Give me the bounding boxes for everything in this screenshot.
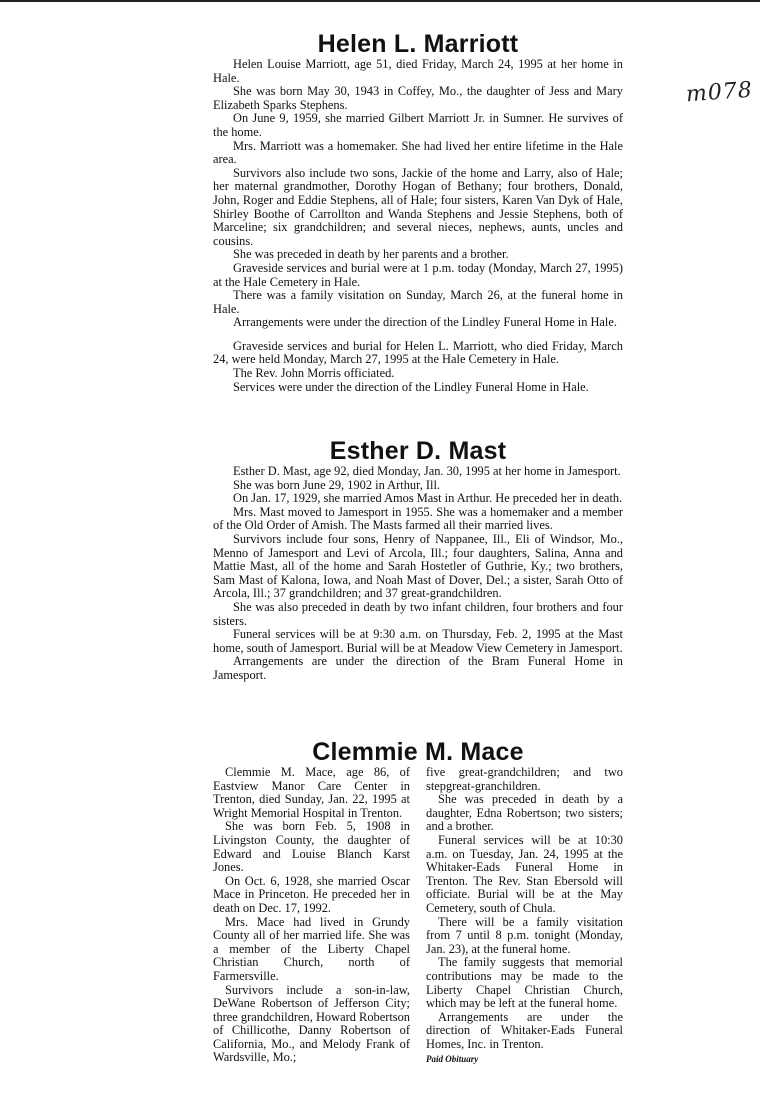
paragraph: She was preceded in death by her parents and a brother.	[233, 247, 509, 262]
paragraph: On June 9, 1959, she married Gilbert Marriott Jr. in Sumner. He survives of the home.	[213, 111, 623, 139]
obituary-mast	[213, 437, 623, 683]
addendum-paragraph: Services were under the direction of the Lindley Funeral Home in Hale.	[233, 379, 589, 394]
obituary-mace-body	[213, 766, 623, 1067]
obituary-name: Clemmie M. Mace	[312, 738, 524, 766]
top-rule	[0, 0, 760, 2]
obituary-mace-header	[213, 738, 623, 766]
paragraph: There was a family visitation on Sunday, March 26, at the funeral home in Hale.	[213, 288, 623, 316]
paragraph: She was born May 30, 1943 in Coffey, Mo., the daughter of Jess and Mary Elizabeth Sparks Stephens.	[213, 84, 623, 112]
paragraph: Arrangements were under the direction of the Lindley Funeral Home in Hale.	[233, 315, 617, 330]
addendum-paragraph: Graveside services and burial for Helen L. Marriott, who died Friday, March 24, were held Monday, March 27, 1995 at the Hale Cemetery in Hale.	[213, 338, 623, 367]
paragraph: Helen Louise Marriott, age 51, died Friday, March 24, 1995 at her home in Hale.	[213, 57, 623, 85]
paragraph: Survivors include a son-in-law, DeWane Robertson of Jefferson City; three grandchildren, Howard Robertson of Chillicothe, Danny Robertson of California, Mo., and Melody Frank of Wardsville, Mo.;	[213, 982, 410, 1065]
paragraph: She was preceded in death by a daughter, Edna Robertson; two sisters; and a brother.	[426, 792, 623, 834]
left-column	[213, 766, 410, 1067]
addendum-paragraph: The Rev. John Morris officiated.	[233, 366, 395, 381]
paragraph: She was also preceded in death by two infant children, four brothers and four sisters.	[213, 599, 623, 628]
paragraph: Survivors also include two sons, Jackie of the home and Larry, also of Hale; her maternal grandmother, Dorothy Hogan of Bethany; four brothers, Donald, John, Roger and Eddie Stephens, all of Hale; four sisters, Karen Van Dyk of Hale, Shirley Boothe of Carrollton and Wanda Stephens and Jessie Stephens, both of Marceline; six grandchildren; and several nieces, nephews, aunts, uncles and cousins.	[213, 165, 623, 248]
paragraph: Survivors include four sons, Henry of Nappanee, Ill., Eli of Windsor, Mo., Menno of Jamesport and Levi of Arcola, Ill.; four daughters, Salina, Anna and Mattie Mast, all of the home and Sarah Hostetler of Guthrie, Ky.; two brothers, Sam Mast of Kalona, Iowa, and Noah Mast of Dover, Del.; a sister, Sarah Otto of Arcola, Ill.; 37 grandchildren; and 37 great-grandchildren.	[213, 531, 623, 601]
paragraph: There will be a family visitation from 7 until 8 p.m. tonight (Monday, Jan. 23), at the funeral home.	[426, 914, 623, 956]
obituary-name: Esther D. Mast	[329, 437, 507, 465]
paragraph: Funeral services will be at 10:30 a.m. on Tuesday, Jan. 24, 1995 at the Whitaker-Eads Funeral Home in Trenton. The Rev. Stan Ebersold will officiate. Burial will be at the May Cemetery, south of Chula.	[426, 832, 623, 915]
paid-obituary-label: Paid Obituary	[426, 1054, 479, 1065]
paragraph: She was born Feb. 5, 1908 in Livingston County, the daughter of Edward and Louise Blanch Karst Jones.	[213, 819, 410, 875]
obituary-name: Helen L. Marriott	[317, 30, 519, 58]
paragraph: Arrangements are under the direction of Whitaker-Eads Funeral Homes, Inc. in Trenton.	[426, 1009, 623, 1051]
paragraph: Esther D. Mast, age 92, died Monday, Jan. 30, 1995 at her home in Jamesport.	[233, 464, 621, 478]
paragraph: Mrs. Marriott was a homemaker. She had lived her entire lifetime in the Hale area.	[213, 138, 623, 167]
paragraph: Graveside services and burial were at 1 p.m. today (Monday, March 27, 1995) at the Hale Cemetery in Hale.	[213, 260, 623, 289]
right-column	[426, 766, 623, 1067]
obituary-marriott	[213, 30, 623, 394]
paragraph: On Jan. 17, 1929, she married Amos Mast in Arthur. He preceded her in death.	[233, 491, 623, 506]
paragraph: Mrs. Mace had lived in Grundy County all of her married life. She was a member of the Liberty Chapel Christian Church, north of Farmersville.	[213, 914, 410, 983]
paragraph: The family suggests that memorial contributions may be made to the Liberty Chapel Christian Church, which may be left at the funeral home.	[426, 955, 623, 1011]
paragraph: Funeral services will be at 9:30 a.m. on Thursday, Feb. 2, 1995 at the Mast home, south of Jamesport. Burial will be at Meadow View Cemetery in Jamesport.	[213, 627, 623, 655]
paragraph: She was born June 29, 1902 in Arthur, Ill.	[233, 477, 441, 492]
paragraph: Arrangements are under the direction of the Bram Funeral Home in Jamesport.	[213, 654, 623, 682]
handwritten-note: m078	[685, 77, 754, 108]
paragraph: Mrs. Mast moved to Jamesport in 1955. She was a homemaker and a member of the Old Order of Amish. The Masts farmed all their married lives.	[213, 504, 623, 533]
paragraph: On Oct. 6, 1928, she married Oscar Mace in Princeton. He preceded her in death on Dec. 17, 1992.	[213, 873, 410, 915]
paragraph: Clemmie M. Mace, age 86, of Eastview Manor Care Center in Trenton, died Sunday, Jan. 22, 1995 at Wright Memorial Hospital in Trenton.	[213, 765, 410, 820]
paragraph: five great-grandchildren; and two stepgreat-granchildren.	[426, 765, 623, 793]
